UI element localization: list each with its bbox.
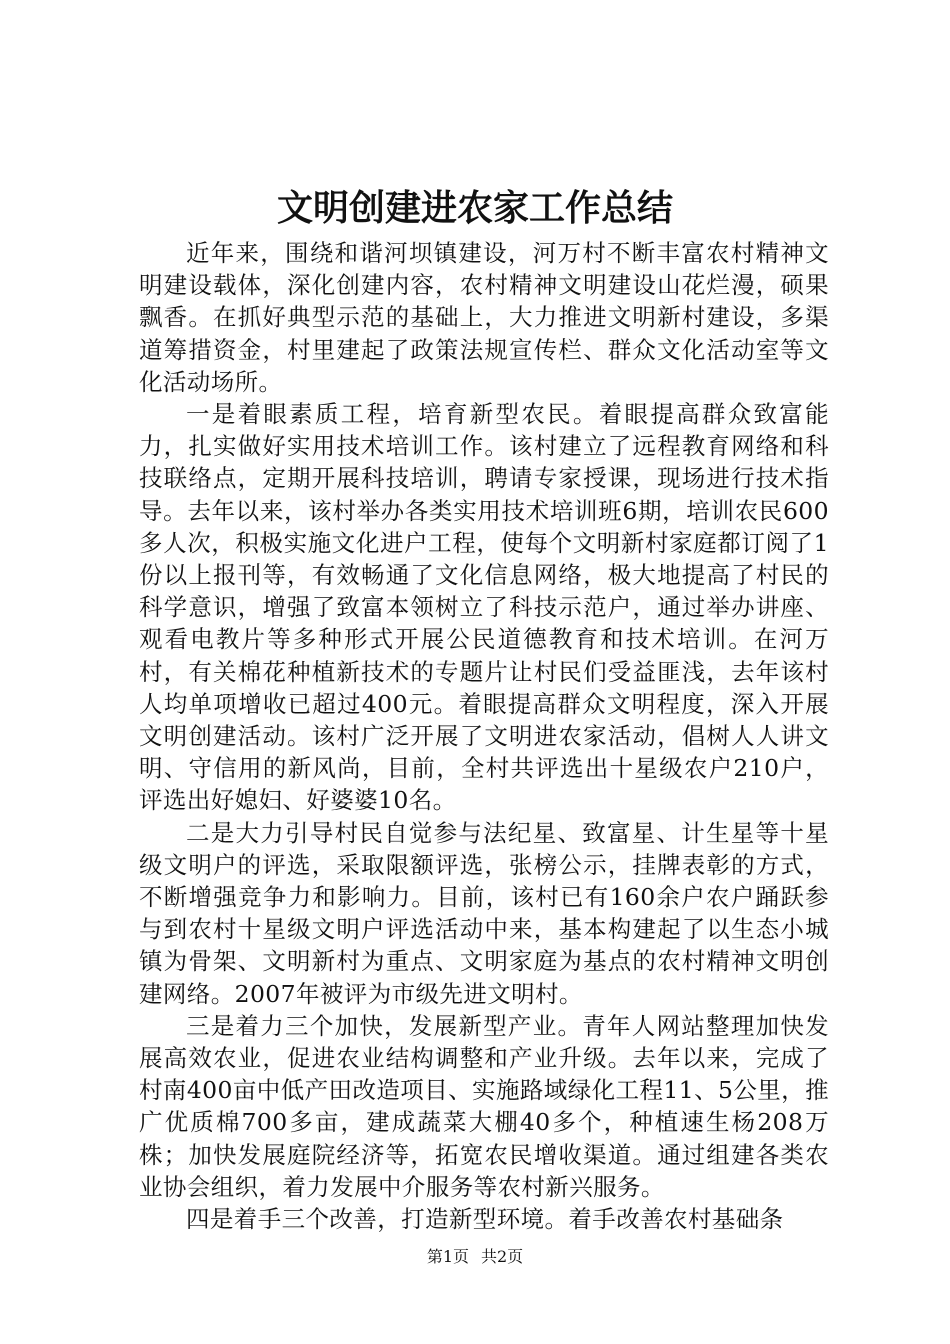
paragraph: 三是着力三个加快，发展新型产业。青年人网站整理加快发展高效农业，促进农业结构调整和产业升级。去年以来，完成了村南400亩中低产田改造项目、实施路域绿化工程11、5公里，推广优质棉700多亩，建成蔬菜大棚40多个，种植速生杨208万株；加快发展庭院经济等，拓宽农民增收渠道。通过组建各类农业协会组织，着力发展中介服务等农村新兴服务。 <box>139 1011 829 1201</box>
paragraph: 四是着手三个改善，打造新型环境。着手改善农村基础条 <box>186 1205 784 1234</box>
page-footer <box>0 1245 950 1269</box>
paragraph: 一是着眼素质工程，培育新型农民。着眼提高群众致富能力，扎实做好实用技术培训工作。该村建立了远程教育网络和科技联络点，定期开展科技培训，聘请专家授课，现场进行技术指导。去年以来，该村举办各类实用技术培训班6期，培训农民600多人次，积极实施文化进户工程，使每个文明新村家庭都订阅了1份以上报刊等，有效畅通了文化信息网络，极大地提高了村民的科学意识，增强了致富本领树立了科技示范户，通过举办讲座、观看电教片等多种形式开展公民道德教育和技术培训。在河万村，有关棉花种植新技术的专题片让村民们受益匪浅，去年该村人均单项增收已超过400元。着眼提高群众文明程度，深入开展文明创建活动。该村广泛开展了文明进农家活动，倡树人人讲文明、守信用的新风尚，目前，全村共评选出十星级农户210户，评选出好媳妇、好婆婆10名。 <box>139 400 829 815</box>
paragraph: 近年来，围绕和谐河坝镇建设，河万村不断丰富农村精神文明建设载体，深化创建内容，农村精神文明建设山花烂漫，硕果飘香。在抓好典型示范的基础上，大力推进文明新村建设，多渠道筹措资金，村里建起了政策法规宣传栏、群众文化活动室等文化活动场所。 <box>139 239 829 396</box>
paragraph: 二是大力引导村民自觉参与法纪星、致富星、计生星等十星级文明户的评选，采取限额评选，张榜公示，挂牌表彰的方式，不断增强竞争力和影响力。目前，该村已有160余户农户踊跃参与到农村十星级文明户评选活动中来，基本构建起了以生态小城镇为骨架、文明新村为重点、文明家庭为基点的农村精神文明创建网络。2007年被评为市级先进文明村。 <box>139 818 829 1008</box>
document-body <box>139 237 829 1235</box>
document-title: 文明创建进农家工作总结 <box>276 187 673 229</box>
page-number: 第1页 <box>426 1247 469 1266</box>
page-total: 共2页 <box>481 1247 524 1266</box>
